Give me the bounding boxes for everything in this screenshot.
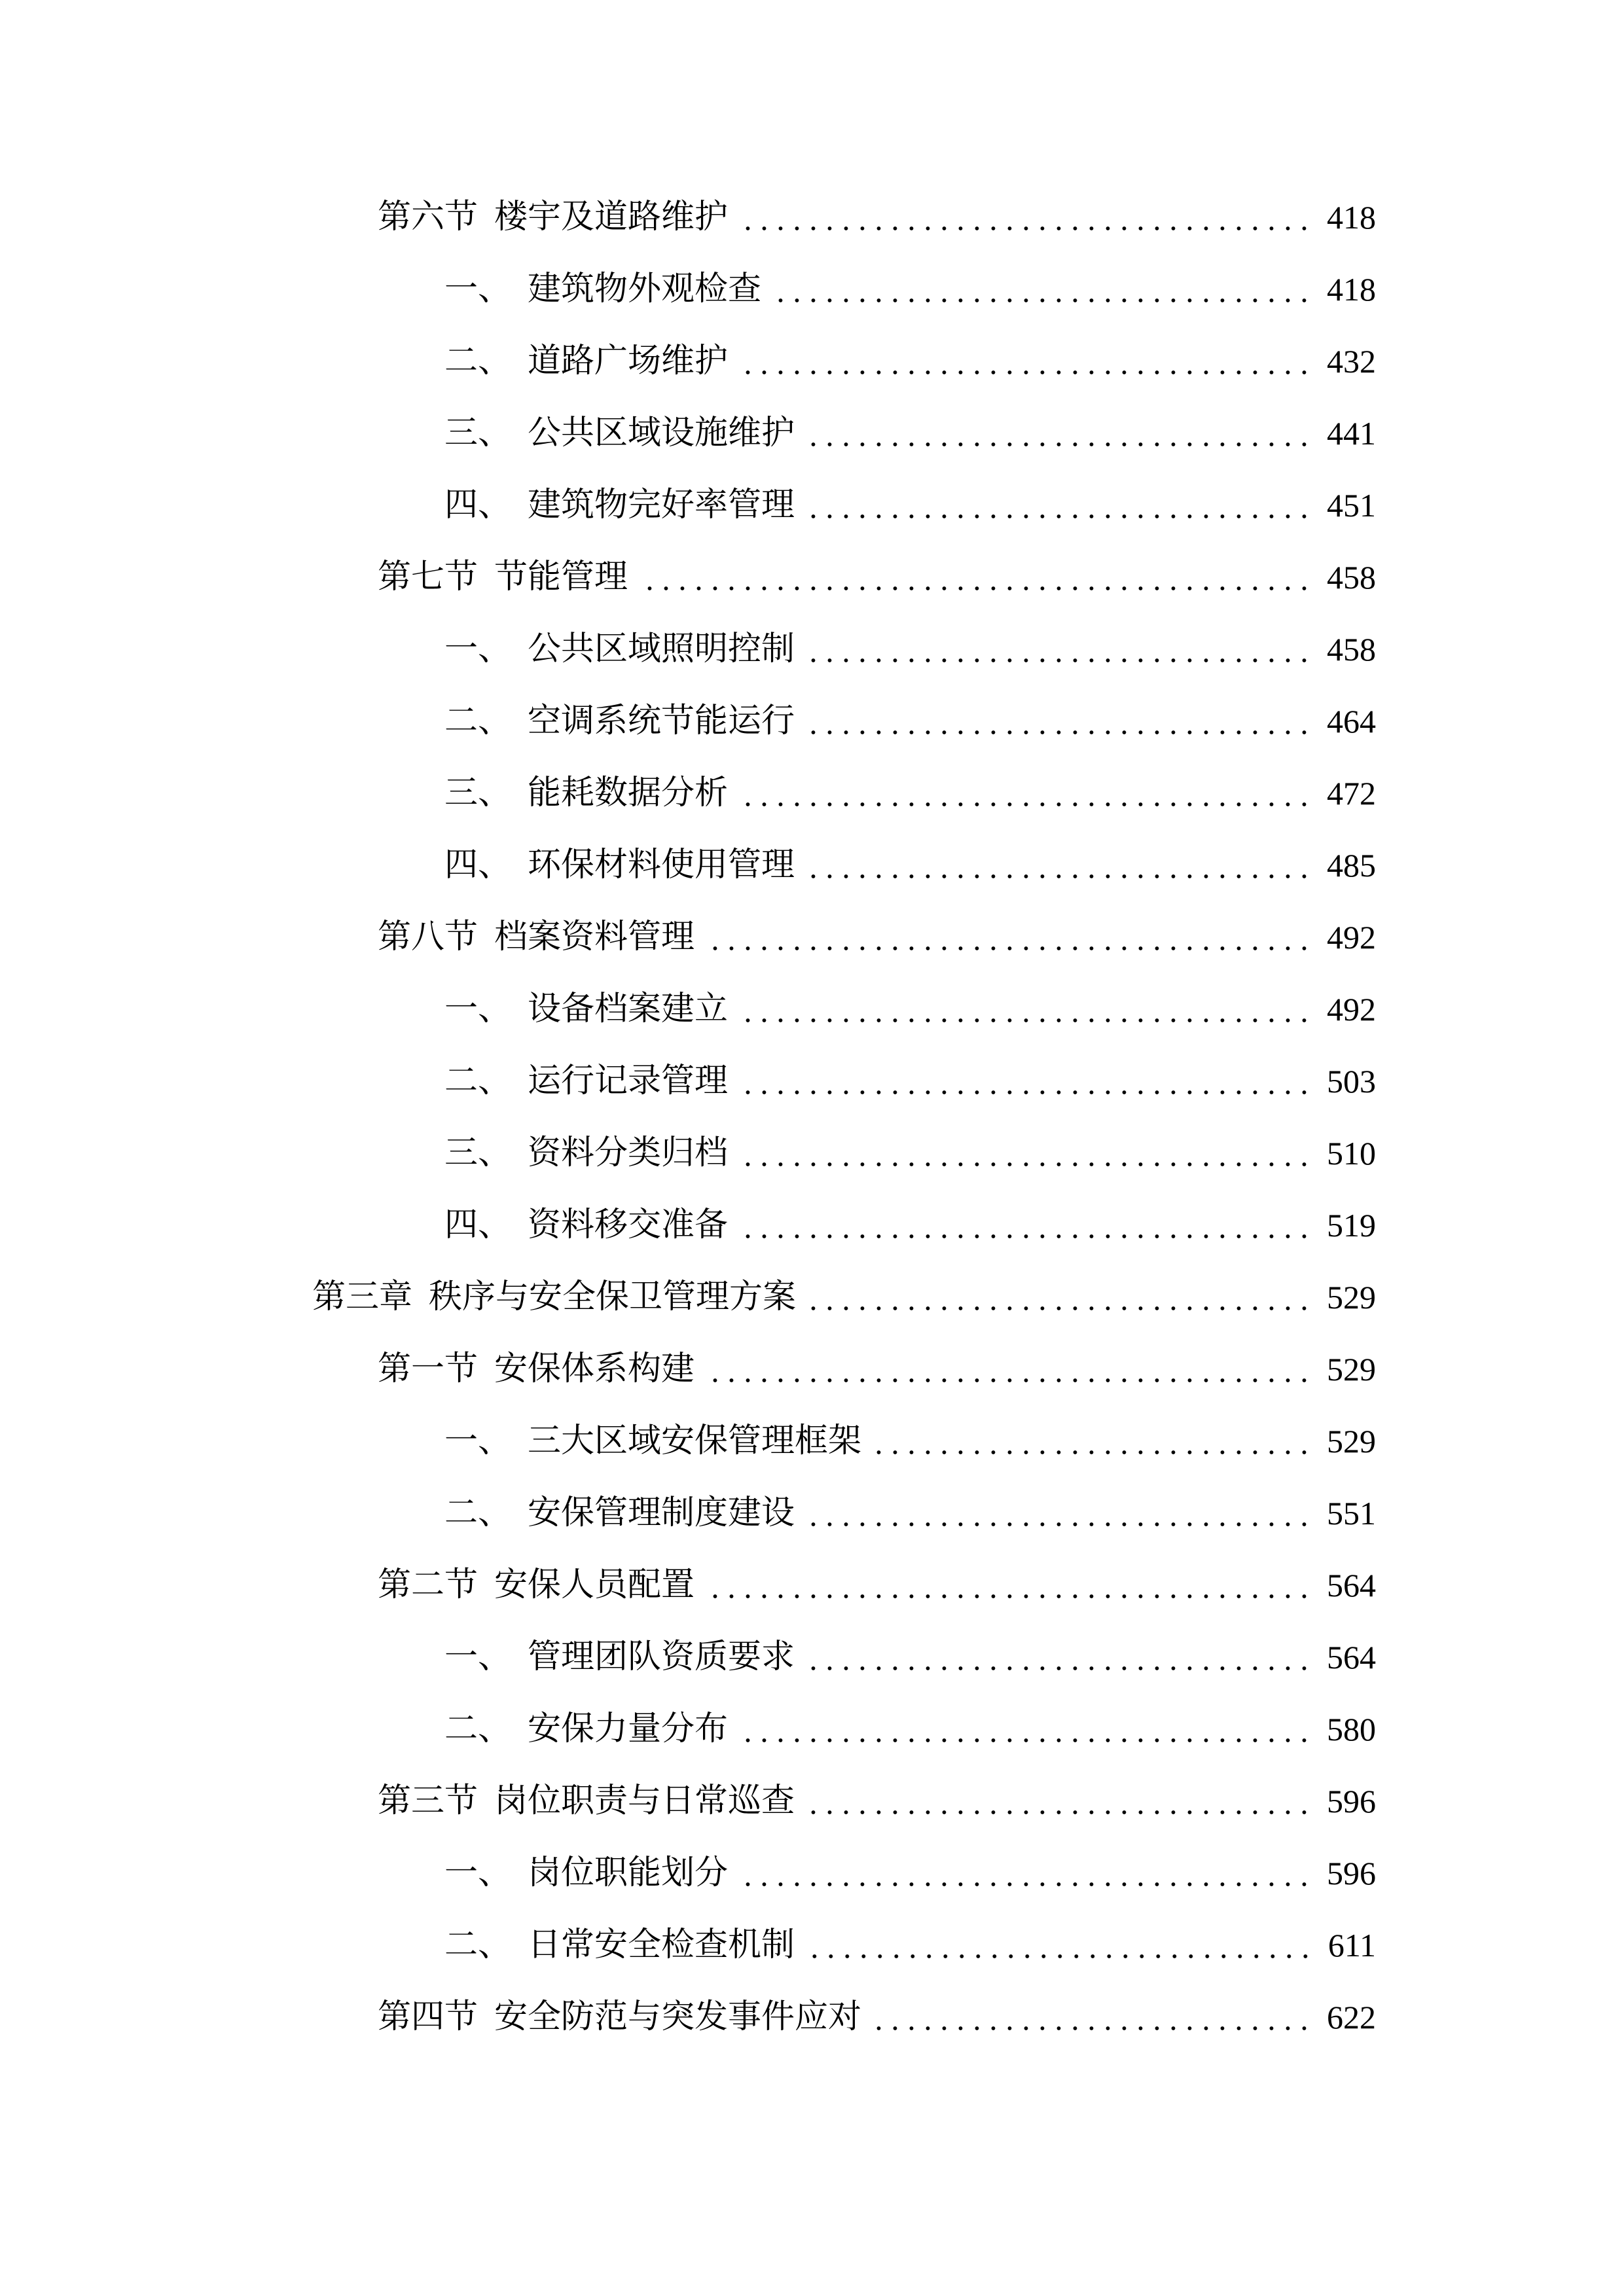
dot-leader	[809, 1782, 1312, 1821]
dot-leader	[809, 486, 1312, 525]
toc-entry-prefix: 第四节	[378, 1999, 478, 2036]
toc-entry-page: 611	[1327, 1927, 1376, 1964]
toc-entry-page: 529	[1327, 1423, 1376, 1460]
toc-entry[interactable]	[0, 198, 1376, 237]
dot-leader	[876, 1422, 1312, 1461]
toc-entry[interactable]	[0, 918, 1376, 957]
toc-entry[interactable]	[0, 1566, 1376, 1605]
toc-entry-prefix: 二、	[444, 703, 512, 740]
dot-leader	[742, 1206, 1312, 1245]
toc-entry-page: 580	[1327, 1711, 1376, 1748]
toc-entry-title: 日常安全检查机制	[528, 1927, 795, 1964]
toc-entry-page: 492	[1327, 991, 1376, 1028]
toc-entry-prefix: 第二节	[378, 1567, 478, 1604]
dot-leader	[742, 342, 1312, 381]
toc-entry-page: 519	[1327, 1207, 1376, 1244]
toc-entry-title: 运行记录管理	[528, 1063, 729, 1100]
toc-entry[interactable]	[0, 1494, 1376, 1533]
toc-entry-title: 岗位职责与日常巡查	[494, 1783, 795, 1820]
toc-entry[interactable]	[0, 1782, 1376, 1821]
toc-entry-title: 建筑物完好率管理	[528, 487, 795, 524]
toc-entry-page: 441	[1327, 415, 1376, 452]
toc-entry[interactable]	[0, 846, 1376, 885]
toc-entry-page: 485	[1327, 847, 1376, 884]
toc-entry-page: 510	[1327, 1135, 1376, 1172]
toc-entry-prefix: 四、	[444, 487, 512, 524]
toc-entry[interactable]	[0, 1926, 1376, 1965]
toc-entry-title: 安全防范与突发事件应对	[494, 1999, 862, 2036]
toc-entry-prefix: 二、	[444, 343, 512, 380]
toc-entry[interactable]	[0, 1854, 1376, 1893]
toc-entry[interactable]	[0, 1422, 1376, 1461]
toc-entry-prefix: 一、	[444, 271, 512, 308]
toc-entry[interactable]	[0, 630, 1376, 669]
toc-entry[interactable]	[0, 486, 1376, 525]
dot-leader	[742, 1134, 1312, 1173]
toc-entry-page: 464	[1327, 703, 1376, 740]
toc-entry-page: 529	[1327, 1351, 1376, 1388]
toc-entry[interactable]	[0, 702, 1376, 741]
toc-entry-prefix: 一、	[444, 631, 512, 668]
toc-entry-prefix: 一、	[444, 1639, 512, 1676]
toc-entry-page: 596	[1327, 1855, 1376, 1892]
dot-leader	[809, 846, 1312, 885]
dot-leader	[876, 1998, 1312, 2037]
toc-entry-title: 安保人员配置	[494, 1567, 695, 1604]
dot-leader	[742, 774, 1312, 813]
dot-leader	[742, 198, 1312, 237]
toc-entry-page: 458	[1327, 631, 1376, 668]
dot-leader	[776, 270, 1312, 309]
toc-entry[interactable]	[0, 1350, 1376, 1389]
toc-entry[interactable]	[0, 1062, 1376, 1101]
dot-leader	[809, 1638, 1312, 1677]
toc-entry-title: 秩序与安全保卫管理方案	[429, 1279, 797, 1316]
toc-entry[interactable]	[0, 270, 1376, 309]
toc-entry-prefix: 第一节	[378, 1351, 478, 1388]
toc-entry[interactable]	[0, 774, 1376, 813]
toc-entry-title: 安保体系构建	[494, 1351, 695, 1388]
dot-leader	[809, 414, 1312, 453]
toc-entry-page: 492	[1327, 919, 1376, 956]
toc-entry-page: 418	[1327, 271, 1376, 308]
toc-entry-prefix: 一、	[444, 991, 512, 1028]
toc-entry-title: 能耗数据分析	[528, 775, 729, 812]
dot-leader	[742, 1062, 1312, 1101]
dot-leader	[742, 1854, 1312, 1893]
toc-entry-prefix: 一、	[444, 1423, 512, 1460]
toc-entry-title: 档案资料管理	[494, 919, 695, 956]
dot-leader	[709, 1566, 1312, 1605]
dot-leader	[709, 918, 1312, 957]
toc-entry[interactable]	[0, 1206, 1376, 1245]
toc-entry[interactable]	[0, 1134, 1376, 1173]
toc-entry-title: 建筑物外观检查	[528, 271, 762, 308]
toc-entry-prefix: 二、	[444, 1711, 512, 1748]
toc-entry-page: 451	[1327, 487, 1376, 524]
dot-leader	[810, 1278, 1312, 1317]
toc-entry-title: 公共区域照明控制	[528, 631, 795, 668]
toc-entry-prefix: 第三节	[378, 1783, 478, 1820]
toc-entry[interactable]	[0, 1710, 1376, 1749]
toc-entry-prefix: 第八节	[378, 919, 478, 956]
toc-entry-title: 公共区域设施维护	[528, 415, 795, 452]
toc-entry-prefix: 二、	[444, 1495, 512, 1532]
toc-entry-prefix: 四、	[444, 1207, 512, 1244]
toc-entry-title: 安保管理制度建设	[528, 1495, 795, 1532]
toc-entry-prefix: 三、	[444, 1135, 512, 1172]
toc-entry-prefix: 二、	[444, 1927, 512, 1964]
toc-entry-page: 596	[1327, 1783, 1376, 1820]
toc-entry-page: 551	[1327, 1495, 1376, 1532]
toc-entry-title: 管理团队资质要求	[528, 1639, 795, 1676]
toc-entry[interactable]	[0, 342, 1376, 381]
toc-entry-page: 503	[1327, 1063, 1376, 1100]
dot-leader	[809, 702, 1312, 741]
dot-leader	[809, 630, 1312, 669]
dot-leader	[642, 558, 1312, 597]
toc-entry-title: 环保材料使用管理	[528, 847, 795, 884]
dot-leader	[742, 1710, 1312, 1749]
toc-entry-title: 岗位职能划分	[528, 1855, 729, 1892]
toc-entry[interactable]	[0, 414, 1376, 453]
toc-entry-prefix: 第六节	[378, 199, 478, 236]
toc-entry-prefix: 四、	[444, 847, 512, 884]
toc-entry-page: 622	[1327, 1999, 1376, 2036]
toc-entry-prefix: 第三章	[312, 1279, 413, 1316]
toc-entry-page: 432	[1327, 343, 1376, 380]
dot-leader	[709, 1350, 1312, 1389]
toc-entry[interactable]	[0, 558, 1376, 597]
toc-entry[interactable]	[0, 1278, 1376, 1317]
toc-entry-title: 设备档案建立	[528, 991, 729, 1028]
toc-entry-title: 节能管理	[494, 559, 628, 596]
toc-entry-title: 资料分类归档	[528, 1135, 729, 1172]
toc-entry[interactable]	[0, 1638, 1376, 1677]
toc-entry-prefix: 第七节	[378, 559, 478, 596]
toc-entry-page: 458	[1327, 559, 1376, 596]
dot-leader	[809, 1926, 1314, 1965]
toc-entry-page: 529	[1327, 1279, 1376, 1316]
toc-entry-prefix: 一、	[444, 1855, 512, 1892]
toc-entry-page: 564	[1327, 1639, 1376, 1676]
toc-entry-title: 楼宇及道路维护	[494, 199, 729, 236]
toc-entry-title: 三大区域安保管理框架	[528, 1423, 862, 1460]
toc-entry-prefix: 三、	[444, 415, 512, 452]
dot-leader	[809, 1494, 1312, 1533]
toc-entry-page: 472	[1327, 775, 1376, 812]
toc-entry-title: 资料移交准备	[528, 1207, 729, 1244]
toc-entry-prefix: 三、	[444, 775, 512, 812]
toc-entry-title: 空调系统节能运行	[528, 703, 795, 740]
toc-entry[interactable]	[0, 990, 1376, 1029]
toc-entry[interactable]	[0, 1998, 1376, 2037]
toc-entry-title: 安保力量分布	[528, 1711, 729, 1748]
toc-entry-title: 道路广场维护	[528, 343, 729, 380]
toc-entry-prefix: 二、	[444, 1063, 512, 1100]
toc-entry-page: 418	[1327, 199, 1376, 236]
dot-leader	[742, 990, 1312, 1029]
toc-entry-page: 564	[1327, 1567, 1376, 1604]
